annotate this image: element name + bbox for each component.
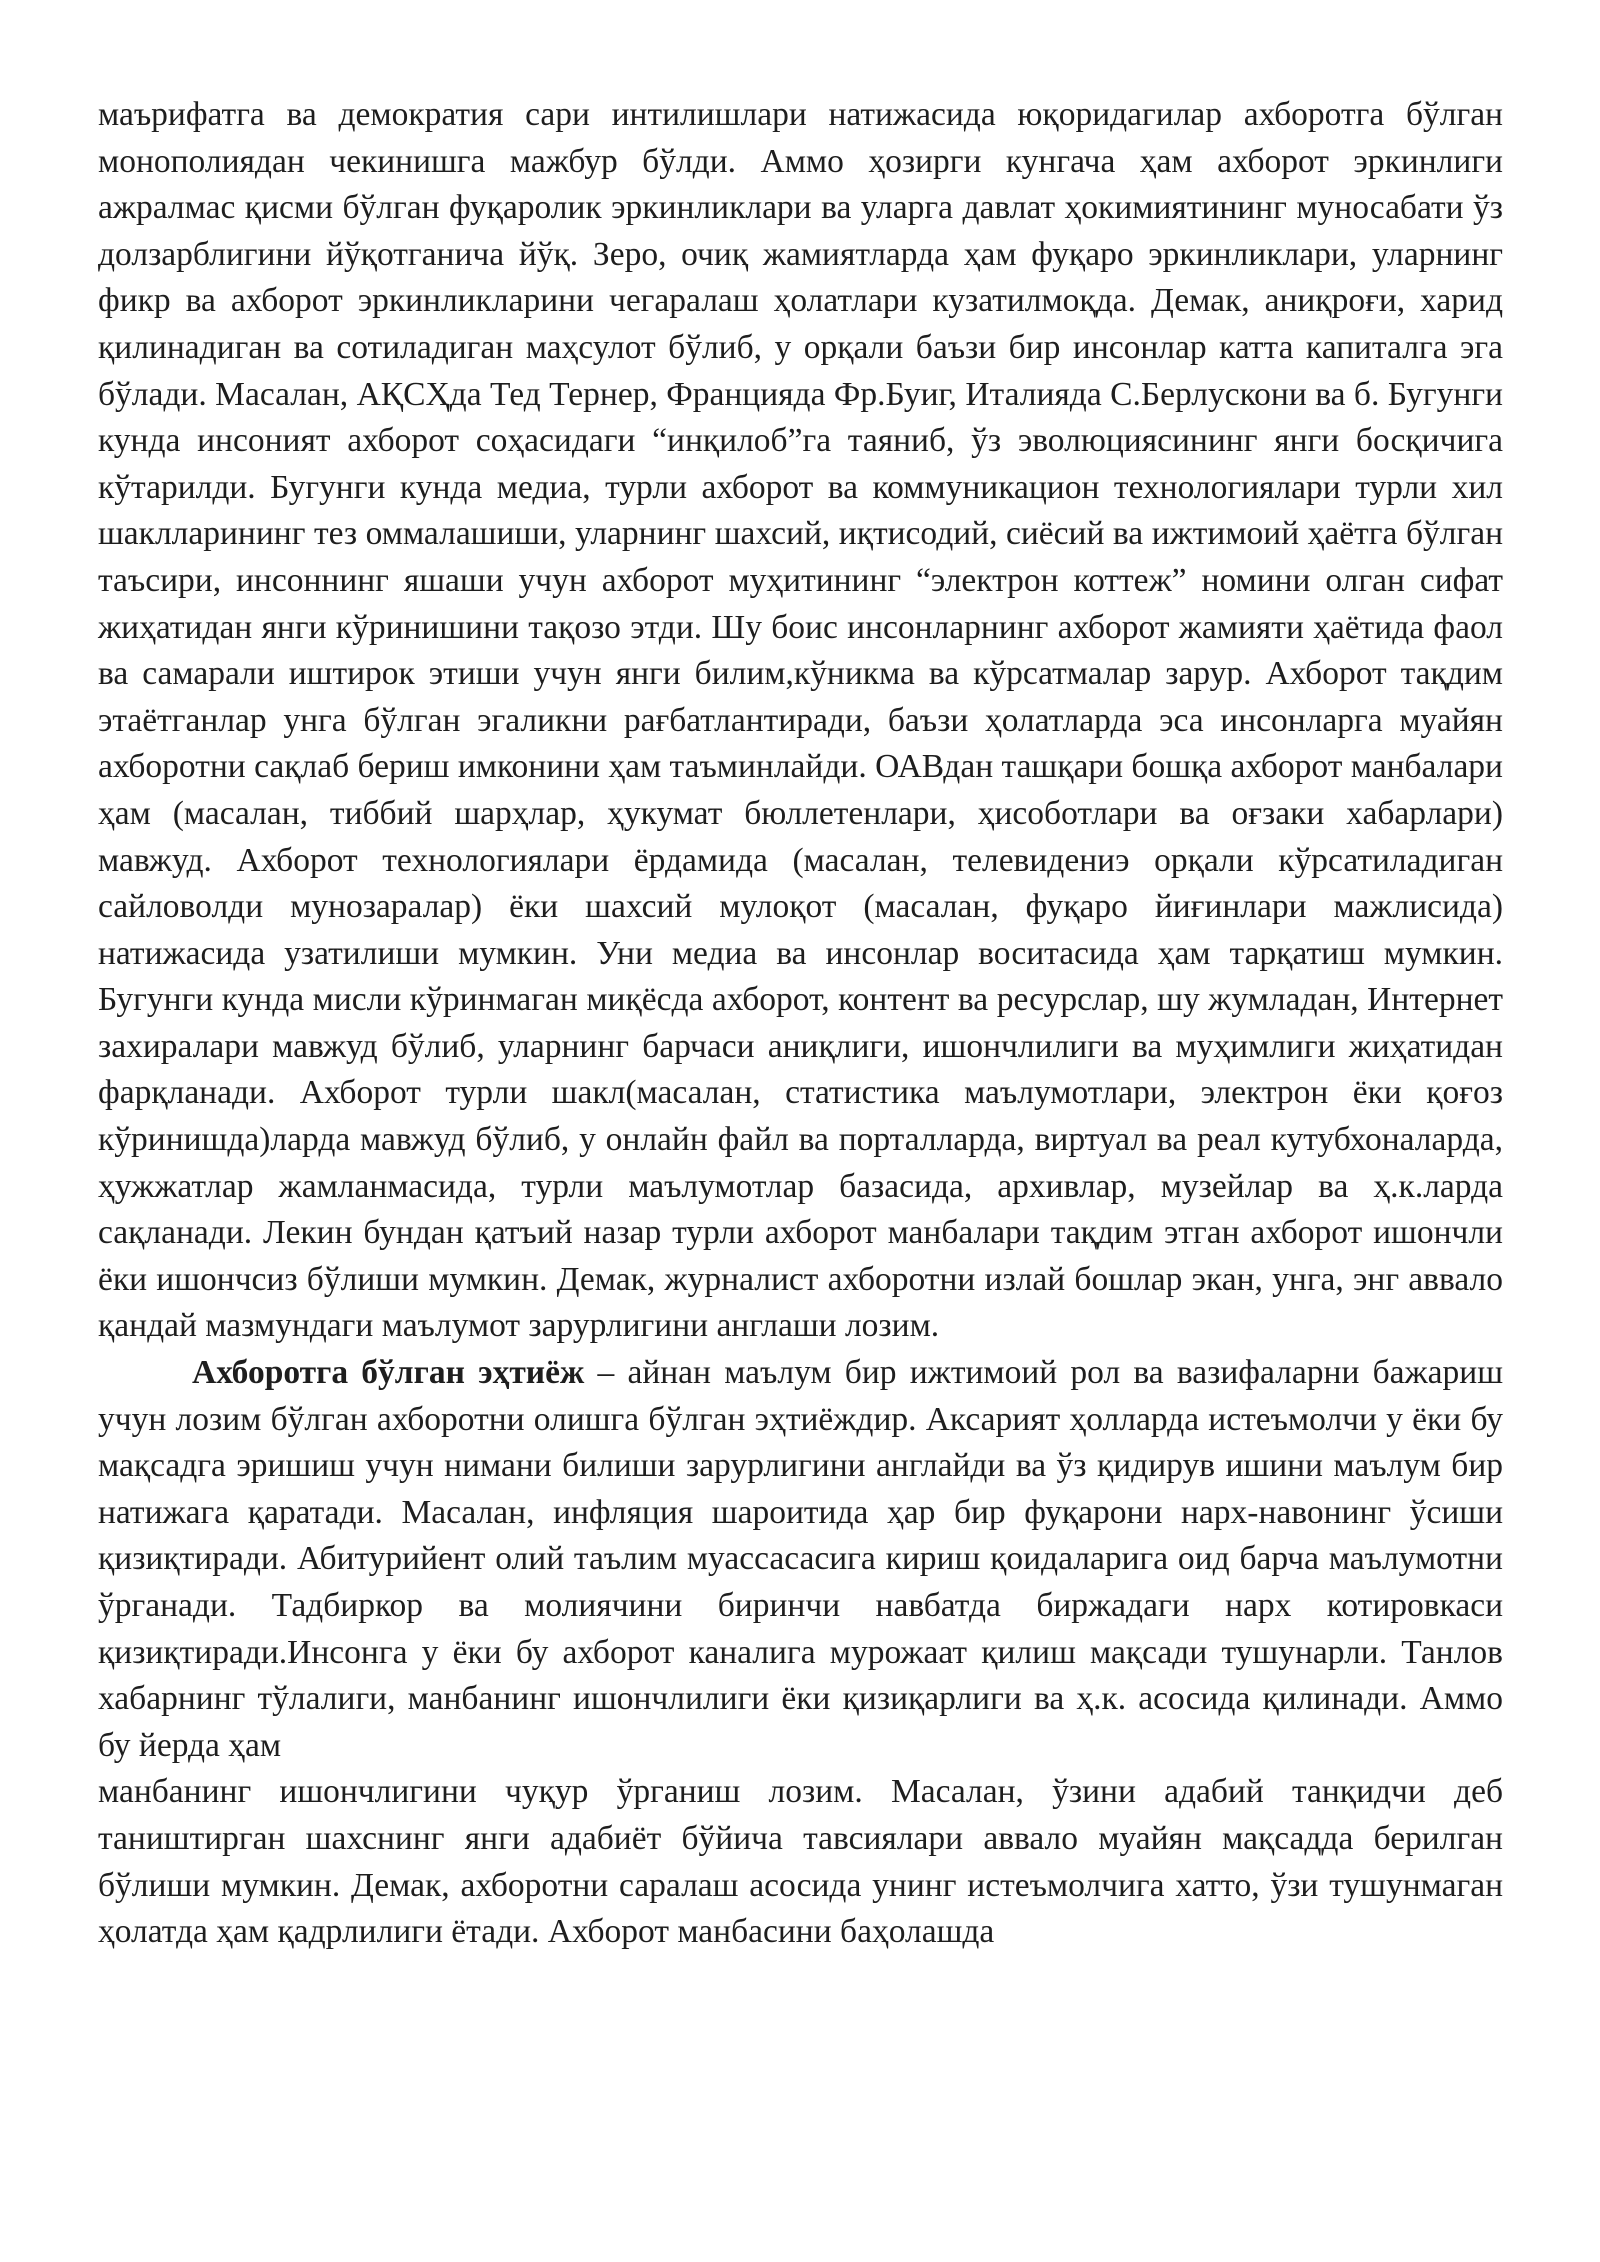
document-page	[98, 92, 1503, 1956]
paragraph-information-need-text: – айнан маълум бир ижтимоий рол ва вазифаларни бажариш учун лозим бўлган ахборотни олишга бўлган эҳтиёждир. Аксарият ҳолларда истеъмолчи у ёки бу мақсадга эришиш учун нимани билиши зарурлигини англайди ва ўз қидирув ишини маълум бир натижага қаратади. Масалан, инфляция шароитида ҳар бир фуқарони нарх-навонинг ўсиши қизиқтиради. Абитурийент олий таълим муассасасига кириш қоидаларига оид барча маълумотни ўрганади. Тадбиркор ва молиячини биринчи навбатда биржадаги нарх котировкаси қизиқтиради.Инсонга у ёки бу ахборот каналига мурожаат қилиш мақсади тушунарли. Танлов хабарнинг тўлалиги, манбанинг ишончлилиги ёки қизиқарлиги ва ҳ.к. асосида қилинади. Аммо бу йерда ҳам	[98, 1354, 1503, 1764]
paragraph-information-need	[98, 1350, 1503, 1769]
paragraph-body-1: маърифатга ва демократия сари интилишлари натижасида юқоридагилар ахборотга бўлган монополиядан чекинишга мажбур бўлди. Аммо ҳозирги кунгача ҳам ахборот эркинлиги ажралмас қисми бўлган фуқаролик эркинликлари ва уларга давлат ҳокимиятининг муносабати ўз долзарблигини йўқотганича йўқ. Зеро, очиқ жамиятларда ҳам фуқаро эркинликлари, уларнинг фикр ва ахборот эркинликларини чегаралаш ҳолатлари кузатилмоқда. Демак, аниқроғи, харид қилинадиган ва сотиладиган маҳсулот бўлиб, у орқали баъзи бир инсонлар катта капиталга эга бўлади. Масалан, АҚСҲда Тед Тернер, Францияда Фр.Буиг, Италияда С.Берлускони ва б. Бугунги кунда инсоният ахборот соҳасидаги “инқилоб”га таяниб, ўз эволюциясининг янги босқичига кўтарилди. Бугунги кунда медиа, турли ахборот ва коммуникацион технологиялари турли хил шаклларининг тез оммалашиши, уларнинг шахсий, иқтисодий, сиёсий ва ижтимоий ҳаётга бўлган таъсири, инсоннинг яшаши учун ахборот муҳитининг “электрон коттеж” номини олган сифат жиҳатидан янги кўринишини тақозо этди. Шу боис инсонларнинг ахборот жамияти ҳаётида фаол ва самарали иштирок этиши учун янги билим,кўникма ва кўрсатмалар зарур. Ахборот тақдим этаётганлар унга бўлган эгаликни рағбатлантиради, баъзи ҳолатларда эса инсонларга муайян ахборотни сақлаб бериш имконини ҳам таъминлайди. ОАВдан ташқари бошқа ахборот манбалари ҳам (масалан, тиббий шарҳлар, ҳукумат бюллетенлари, ҳисоботлари ва оғзаки хабарлари) мавжуд. Ахборот технологиялари ёрдамида (масалан, телевидениэ орқали кўрсатиладиган сайловолди мунозаралар) ёки шахсий мулоқот (масалан, фуқаро йиғинлари мажлисида) натижасида узатилиши мумкин. Уни медиа ва инсонлар воситасида ҳам тарқатиш мумкин. Бугунги кунда мисли кўринмаган миқёсда ахборот, контент ва ресурслар, шу жумладан, Интернет захиралари мавжуд бўлиб, уларнинг барчаси аниқлиги, ишончлилиги ва муҳимлиги жиҳатидан фарқланади. Ахборот турли шакл(масалан, статистика маълумотлари, электрон ёки қоғоз кўринишда)ларда мавжуд бўлиб, у онлайн файл ва порталларда, виртуал ва реал кутубхоналарда, ҳужжатлар жамланмасида, турли маълумотлар базасида, архивлар, музейлар ва ҳ.к.ларда сақланади. Лекин бундан қатъий назар турли ахборот манбалари тақдим этган ахборот ишончли ёки ишончсиз бўлиши мумкин. Демак, журналист ахборотни излай бошлар экан, унга, энг аввало қандай мазмундаги маълумот зарурлигини англаши лозим.	[98, 96, 1503, 1345]
term-information-need: Ахборотга бўлган эҳтиёж	[192, 1354, 585, 1392]
paragraph-body-3: манбанинг ишончлигини чуқур ўрганиш лозим. Масалан, ўзини адабий танқидчи деб таништирган шахснинг янги адабиёт бўйича тавсиялари аввало муайян мақсадда берилган бўлиши мумкин. Демак, ахборотни саралаш асосида унинг истеъмолчига хатто, ўзи тушунмаган ҳолатда ҳам қадрлилиги ётади. Ахборот манбасини баҳолашда	[98, 1773, 1503, 1951]
